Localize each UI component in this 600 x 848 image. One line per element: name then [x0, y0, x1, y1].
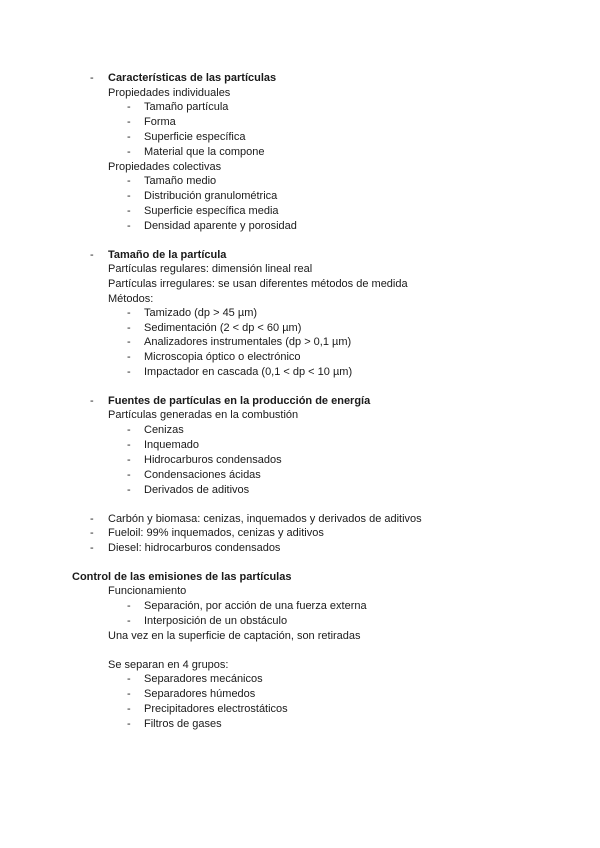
list-item: Superficie específica	[144, 131, 246, 143]
text-line: Partículas irregulares: se usan diferentes métodos de medida	[108, 278, 408, 290]
list-item: Filtros de gases	[144, 718, 222, 730]
bullet-dash: -	[127, 351, 131, 363]
bullet-dash: -	[127, 703, 131, 715]
list-item: Material que la compone	[144, 146, 265, 158]
list-item: Impactador en cascada (0,1 < dp < 10 µm)	[144, 366, 353, 378]
bullet-dash: -	[127, 220, 131, 232]
list-item: Inquemado	[144, 439, 200, 451]
text-line: Una vez en la superficie de captación, son retiradas	[108, 630, 361, 642]
list-item: Forma	[144, 116, 176, 128]
bullet-dash: -	[127, 718, 131, 730]
list-item: Analizadores instrumentales (dp > 0,1 µm)	[144, 336, 352, 348]
bullet-dash: -	[127, 454, 131, 466]
bullet-dash: -	[127, 615, 131, 627]
list-item: Distribución granulométrica	[144, 190, 278, 202]
label-grupos: Se separan en 4 grupos:	[108, 659, 229, 671]
list-item: Derivados de aditivos	[144, 484, 250, 496]
list-item: Fueloil: 99% inquemados, cenizas y aditivos	[108, 527, 324, 539]
list-item: Cenizas	[144, 424, 184, 436]
list-item: Precipitadores electrostáticos	[144, 703, 288, 715]
bullet-dash: -	[127, 116, 131, 128]
list-item: Tamaño medio	[144, 175, 217, 187]
list-item: Hidrocarburos condensados	[144, 454, 282, 466]
list-item: Densidad aparente y porosidad	[144, 220, 297, 232]
label-funcionamiento: Funcionamiento	[108, 585, 187, 597]
bullet-dash: -	[127, 469, 131, 481]
list-item: Sedimentación (2 < dp < 60 µm)	[144, 322, 302, 334]
bullet-dash: -	[127, 439, 131, 451]
bullet-dash: -	[90, 527, 94, 539]
list-item: Interposición de un obstáculo	[144, 615, 288, 627]
label-propiedades-individuales: Propiedades individuales	[108, 87, 231, 99]
bullet-dash: -	[127, 424, 131, 436]
bullet-dash: -	[90, 542, 94, 554]
bullet-dash: -	[127, 175, 131, 187]
bullet-dash: -	[127, 205, 131, 217]
label-propiedades-colectivas: Propiedades colectivas	[108, 161, 222, 173]
list-item: Superficie específica media	[144, 205, 279, 217]
list-item: Carbón y biomasa: cenizas, inquemados y derivados de aditivos	[108, 513, 422, 525]
text-line: Métodos:	[108, 293, 154, 305]
list-item: Separadores mecánicos	[144, 673, 263, 685]
list-item: Separadores húmedos	[144, 688, 256, 700]
bullet-dash: -	[90, 513, 94, 525]
bullet-dash: -	[127, 190, 131, 202]
text-line: Partículas regulares: dimensión lineal real	[108, 263, 313, 275]
list-item: Tamaño partícula	[144, 101, 229, 113]
bullet-dash: -	[127, 101, 131, 113]
bullet-dash: -	[127, 146, 131, 158]
section-title-fuentes: Fuentes de partículas en la producción de energía	[108, 395, 371, 407]
bullet-dash: -	[127, 688, 131, 700]
bullet-dash: -	[127, 484, 131, 496]
list-item: Condensaciones ácidas	[144, 469, 261, 481]
bullet-dash: -	[127, 600, 131, 612]
section-title-control: Control de las emisiones de las partículas	[72, 571, 292, 583]
bullet-dash: -	[127, 307, 131, 319]
section-title-tamano: Tamaño de la partícula	[108, 249, 227, 261]
bullet-dash: -	[127, 336, 131, 348]
list-item: Diesel: hidrocarburos condensados	[108, 542, 281, 554]
bullet-dash: -	[127, 131, 131, 143]
bullet-dash: -	[90, 249, 94, 261]
bullet-dash: -	[90, 72, 94, 84]
bullet-dash: -	[127, 322, 131, 334]
list-item: Microscopia óptico o electrónico	[144, 351, 301, 363]
section-title-caracteristicas: Características de las partículas	[108, 72, 277, 84]
label-particulas-generadas: Partículas generadas en la combustión	[108, 409, 299, 421]
bullet-dash: -	[127, 366, 131, 378]
bullet-dash: -	[127, 673, 131, 685]
list-item: Tamizado (dp > 45 µm)	[144, 307, 258, 319]
list-item: Separación, por acción de una fuerza externa	[144, 600, 367, 612]
bullet-dash: -	[90, 395, 94, 407]
